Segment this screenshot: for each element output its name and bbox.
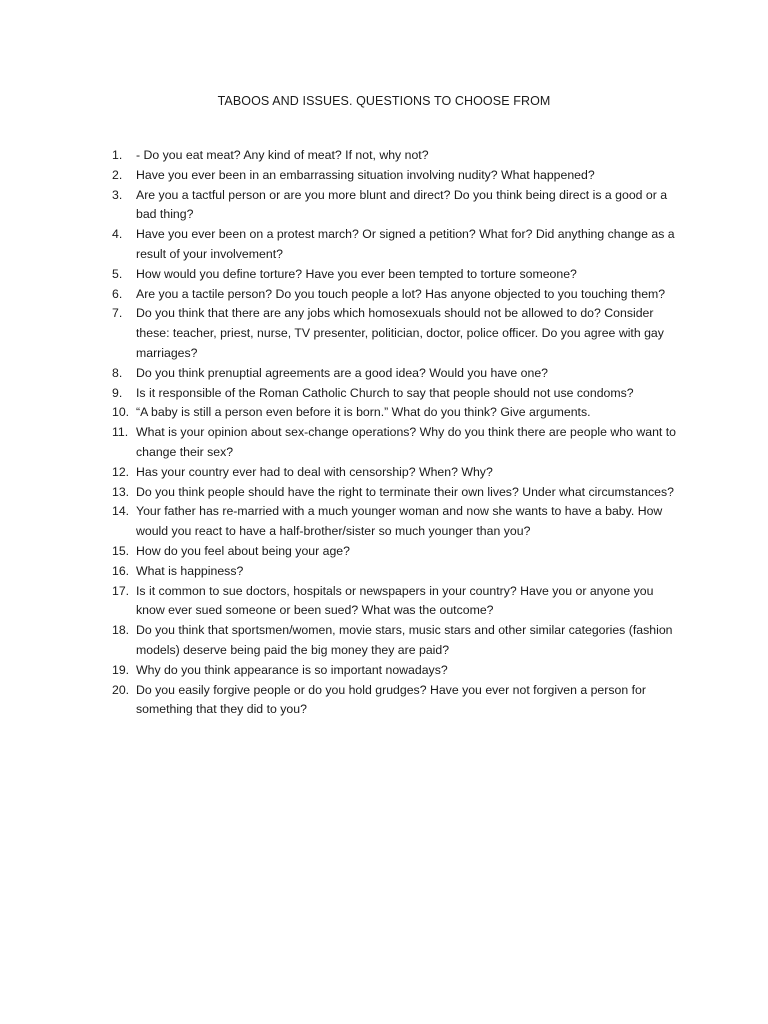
question-number: 6. (112, 286, 123, 301)
question-item (112, 681, 682, 721)
question-text: Do you think that sportsmen/women, movie stars, music stars and other similar categories (fashion models) deserve being paid the big money they are paid? (136, 623, 673, 657)
question-item (112, 166, 682, 186)
question-item (112, 463, 682, 483)
question-number: 15. (112, 543, 130, 558)
question-item (112, 542, 682, 562)
question-item (112, 403, 682, 423)
question-item (112, 364, 682, 384)
question-number: 16. (112, 563, 130, 578)
question-item (112, 661, 682, 681)
question-number: 12. (112, 464, 130, 479)
question-number: 13. (112, 484, 130, 499)
question-number: 3. (112, 187, 123, 202)
question-text: Have you ever been on a protest march? Or signed a petition? What for? Did anything change as a result of your involvement? (136, 227, 675, 261)
question-list (112, 146, 682, 720)
question-text: Do you think that there are any jobs which homosexuals should not be allowed to do? Consider these: teacher, priest, nurse, TV presenter, politician, doctor, police officer. Do you agree with gay marriages? (136, 306, 664, 360)
question-number: 2. (112, 167, 123, 182)
question-item (112, 285, 682, 305)
question-text: - Do you eat meat? Any kind of meat? If not, why not? (136, 148, 429, 162)
question-text: Are you a tactful person or are you more blunt and direct? Do you think being direct is a good or a bad thing? (136, 187, 668, 222)
question-text: Is it common to sue doctors, hospitals or newspapers in your country? Have you or anyone you know ever sued someone or been sued? What was the outcome? (136, 583, 654, 618)
question-text: Has your country ever had to deal with censorship? When? Why? (136, 464, 493, 479)
question-number: 7. (112, 306, 123, 321)
question-number: 20. (112, 682, 130, 697)
question-item (112, 423, 682, 463)
question-item (112, 146, 682, 166)
question-item (112, 304, 682, 363)
question-text: Is it responsible of the Roman Catholic Church to say that people should not use condoms? (136, 385, 634, 400)
question-number: 5. (112, 266, 123, 281)
question-item (112, 582, 682, 622)
question-number: 10. (112, 405, 130, 420)
question-number: 14. (112, 504, 130, 519)
question-text: What is happiness? (136, 563, 244, 578)
question-number: 8. (112, 365, 123, 380)
question-number: 11. (112, 425, 129, 440)
question-item (112, 186, 682, 226)
document-title: TABOOS AND ISSUES. QUESTIONS TO CHOOSE FROM (217, 94, 551, 108)
question-text: Do you think people should have the right to terminate their own lives? Under what circumstances? (136, 484, 674, 499)
question-text: Why do you think appearance is so important nowadays? (136, 662, 448, 677)
question-number: 17. (112, 583, 130, 598)
question-item (112, 621, 682, 661)
question-text: Your father has re-married with a much younger woman and now she wants to have a baby. How would you react to have a half-brother/sister so much younger than you? (136, 504, 663, 539)
question-text: How do you feel about being your age? (136, 543, 350, 558)
question-number: 9. (112, 385, 123, 400)
question-text: What is your opinion about sex-change operations? Why do you think there are people who want to change their sex? (136, 425, 677, 459)
question-text: How would you define torture? Have you ever been tempted to torture someone? (136, 266, 577, 281)
question-number: 1. (112, 148, 123, 162)
question-item (112, 483, 682, 503)
question-item (112, 265, 682, 285)
question-text: Do you easily forgive people or do you hold grudges? Have you ever not forgiven a person for something that they did to you? (136, 682, 646, 717)
question-item (112, 225, 682, 265)
question-text: “A baby is still a person even before it is born.” What do you think? Give arguments. (136, 405, 591, 420)
question-number: 19. (112, 662, 130, 677)
question-item (112, 502, 682, 542)
question-item (112, 562, 682, 582)
question-text: Are you a tactile person? Do you touch people a lot? Has anyone objected to you touching them? (136, 286, 666, 301)
question-number: 18. (112, 623, 130, 638)
question-text: Do you think prenuptial agreements are a good idea? Would you have one? (136, 365, 548, 380)
question-text: Have you ever been in an embarrassing situation involving nudity? What happened? (136, 167, 595, 182)
question-number: 4. (112, 227, 123, 242)
question-item (112, 384, 682, 404)
